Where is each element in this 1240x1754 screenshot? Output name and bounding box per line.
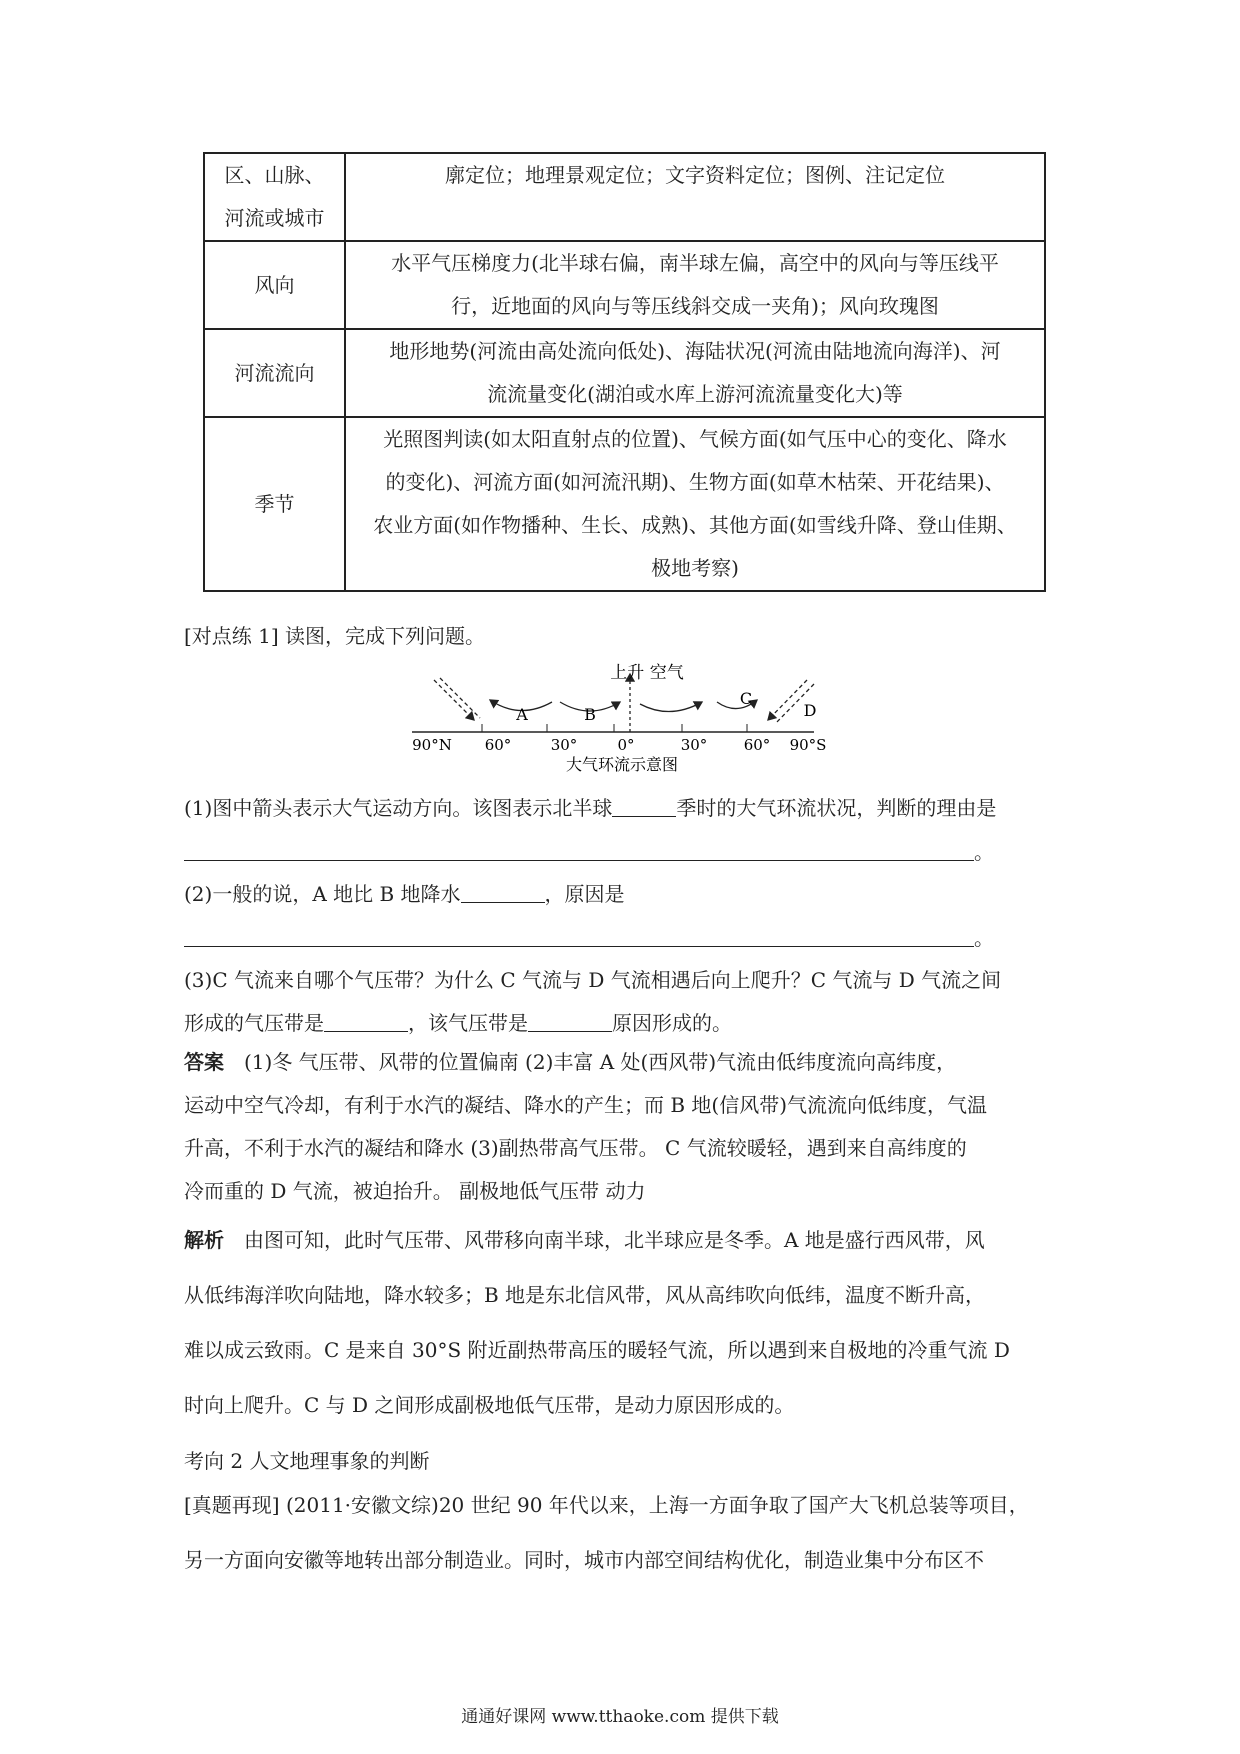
exercise-intro: [对点练 1] 读图，完成下列问题。 [184,624,486,648]
analysis-label: 解析 [184,1228,224,1252]
axis-ticks [482,724,747,732]
question-3-line-1: (3)C 气流来自哪个气压带？为什么 C 气流与 D 气流相遇后向上爬升？C 气流与 D 气流之间 [184,968,1002,992]
cell-line: 风向 [254,272,295,297]
q1-text: (1)图中箭头表示大气运动方向。该图表示北半球 [184,796,613,820]
table-key-cell [204,153,345,241]
analysis-text: 从低纬海洋吹向陆地，降水较多；B 地是东北信风带，风从高纬吹向低纬，温度不断升高， [184,1283,986,1307]
cell-line: 河流流向 [234,360,315,385]
answer-text: (1)冬 气压带、风带的位置偏南 (2)丰富 A 处(西风带)气流由低纬度流向高纬度， [244,1050,957,1074]
analysis-text: 由图可知，此时气压带、风带移向南半球，北半球应是冬季。A 地是盛行西风带，风 [244,1228,985,1252]
table-key-cell [204,329,345,417]
table-row [204,153,1045,241]
cell-line: 季节 [254,491,295,516]
cell-line: 水平气压梯度力(北半球右偏，南半球左偏，高空中的风向与等压线平 [391,251,999,275]
answer-blank[interactable] [324,1009,408,1032]
cell-line: 廓定位；地理景观定位；文字资料定位；图例、注记定位 [445,163,945,187]
tick-label: 90°S [789,736,827,754]
table-row [204,417,1045,591]
q3-text: 形成的气压带是 [184,1011,324,1035]
cell-line: 行，近地面的风向与等压线斜交成一夹角)；风向玫瑰图 [451,294,939,318]
wind-arrows [434,678,814,724]
table-value-cell [345,329,1045,417]
diagram-caption: 大气环流示意图 [565,755,679,774]
answer-blank[interactable] [184,838,974,861]
analysis-block [184,1213,1066,1433]
section-heading: 考向 2 人文地理事象的判断 [184,1449,430,1473]
answer-text: 冷而重的 D 气流，被迫抬升。 副极地低气压带 动力 [184,1179,646,1203]
question-2 [184,880,625,908]
page-footer: 通通好课网 www.tthaoke.com 提供下载 [461,1707,779,1727]
period: 。 [974,840,994,864]
answer-blank[interactable] [528,1009,612,1032]
answer-line-1 [184,1041,1066,1084]
cell-line: 农业方面(如作物播种、生长、成熟)、其他方面(如雪线升降、登山佳期、 [373,513,1017,537]
cell-line: 区、山脉、 [224,163,325,187]
region-label-c: C [739,689,753,708]
tick-label: 30° [550,736,578,754]
period: 。 [974,926,994,950]
answer-blank[interactable] [184,924,974,947]
answer-line [184,838,994,866]
analysis-text: 时向上爬升。C 与 D 之间形成副极地低气压带，是动力原因形成的。 [184,1393,795,1417]
table-row [204,241,1045,329]
cell-line: 河流或城市 [224,206,325,230]
analysis-text: 难以成云致雨。C 是来自 30°S 附近副热带高压的暖轻气流，所以遇到来自极地的冷重气流 D [184,1338,1010,1362]
tick-label: 0° [617,736,635,754]
q2-text: (2)一般的说，A 地比 B 地降水 [184,882,461,906]
tick-label: 60° [484,736,512,754]
answer-label: 答案 [184,1050,224,1074]
section-text [184,1478,1066,1588]
region-label-b: B [584,705,596,724]
analysis-line-1 [184,1213,1066,1268]
answer-line [184,924,994,952]
q3-text: ，该气压带是 [408,1011,528,1035]
section-line: 另一方面向安徽等地转出部分制造业。同时，城市内部空间结构优化，制造业集中分布区不 [184,1548,984,1572]
answer-blank[interactable] [461,880,545,903]
tick-label: 30° [680,736,708,754]
tick-label: 60° [743,736,771,754]
table-row [204,329,1045,417]
cell-line: 光照图判读(如太阳直射点的位置)、气候方面(如气压中心的变化、降水 [383,427,1007,451]
section-line: [真题再现] (2011·安徽文综)20 世纪 90 年代以来，上海一方面争取了国产大飞机总装等项目， [184,1493,1029,1517]
q3-text: 原因形成的。 [612,1011,732,1035]
table-key-cell [204,417,345,591]
table-value-cell [345,417,1045,591]
rising-air-label: 上升 空气 [610,663,684,683]
region-label-d: D [803,701,817,720]
circulation-diagram [412,662,832,774]
answer-text: 升高，不利于水汽的凝结和降水 (3)副热带高气压带。 C 气流较暖轻，遇到来自高纬度的 [184,1136,967,1160]
cell-line: 地形地势(河流由高处流向低处)、海陆状况(河流由陆地流向海洋)、河 [389,339,1001,363]
cell-line: 流流量变化(湖泊或水库上游河流流量变化大)等 [487,382,903,406]
q2-text: ，原因是 [544,882,625,906]
answer-blank[interactable] [612,794,676,817]
cell-line: 的变化)、河流方面(如河流汛期)、生物方面(如草木枯荣、开花结果)、 [385,470,1005,494]
question-1 [184,794,996,822]
table-value-cell [345,241,1045,329]
cell-line: 极地考察) [651,556,739,580]
knowledge-table [203,152,1046,592]
tick-label: 90°N [412,736,452,754]
table-value-cell [345,153,1045,241]
q1-text: 季时的大气环流状况，判断的理由是 [676,796,997,820]
question-3-line-2 [184,1009,732,1037]
region-label-a: A [516,705,528,724]
answer-text: 运动中空气冷却，有利于水汽的凝结、降水的产生；而 B 地(信风带)气流流向低纬度，气温 [184,1093,988,1117]
table-key-cell [204,241,345,329]
answer-block [184,1041,1066,1213]
